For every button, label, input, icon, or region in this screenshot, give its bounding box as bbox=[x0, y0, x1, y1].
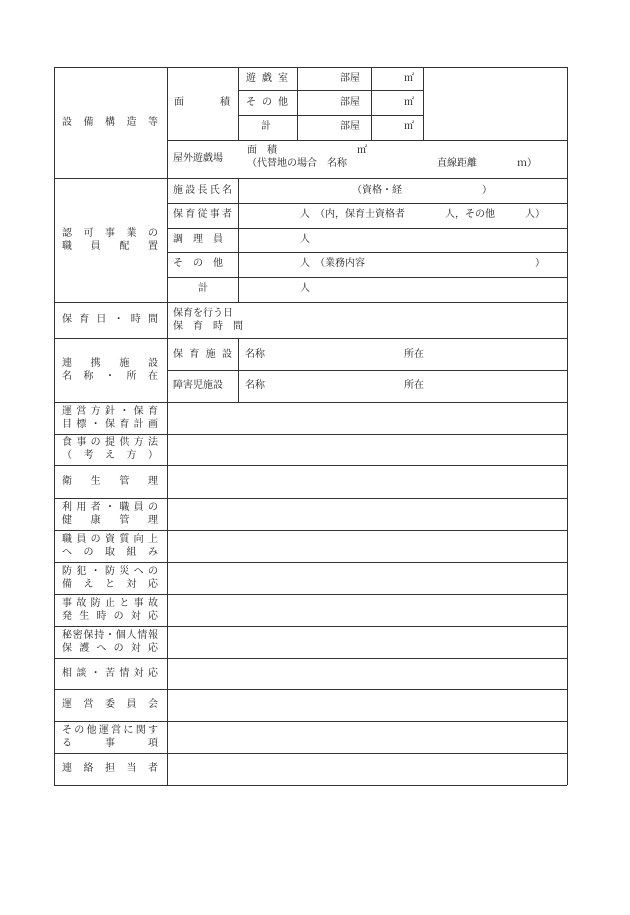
policy-field[interactable] bbox=[168, 403, 566, 433]
facility-row-unit-sqm: ㎡ bbox=[404, 97, 414, 108]
facility-row-unit-rooms: 部屋 bbox=[340, 121, 360, 132]
security-label-line2: 備えと対応 bbox=[62, 579, 158, 590]
complaint-field[interactable] bbox=[168, 659, 566, 688]
contact-field[interactable] bbox=[168, 754, 566, 784]
meal-label-line1: 食事の提供方法 bbox=[62, 437, 158, 448]
outdoor-playground-label: 屋外遊戯場 bbox=[173, 153, 223, 164]
staff-row-name: 調 理 員 bbox=[173, 234, 223, 245]
staff-row-name: 施設長氏名 bbox=[173, 185, 232, 196]
accident-label-line1: 事故防止と事故 bbox=[62, 598, 158, 609]
hours-time-line: 保 育 時 間 bbox=[173, 321, 243, 332]
partner-row-name: 保育施設 bbox=[173, 349, 232, 360]
staff-row-content: （資格・経 ） bbox=[352, 185, 492, 196]
outdoor-alternate-line: （代替地の場合 名称 直線距離 ｍ） bbox=[247, 158, 537, 169]
privacy-field[interactable] bbox=[168, 627, 566, 657]
facility-row-name: 計 bbox=[261, 121, 271, 132]
policy-label-line2: 目標・保育計画 bbox=[62, 419, 158, 430]
partner-label-line2: 名称・所在 bbox=[62, 371, 158, 382]
committee-field[interactable] bbox=[168, 690, 566, 720]
staff-row-content: 人 （内，保育士資格者 人，その他 人） bbox=[300, 209, 545, 220]
other-field[interactable] bbox=[168, 722, 566, 752]
partner-row-name: 障害児施設 bbox=[173, 380, 223, 391]
accident-field[interactable] bbox=[168, 595, 566, 625]
quality-field[interactable] bbox=[168, 531, 566, 561]
staff-row-content: 人 （業務内容 ） bbox=[300, 258, 545, 269]
security-label-line1: 防犯・防災への bbox=[62, 566, 158, 577]
partner-row-address-label: 所在 bbox=[404, 380, 424, 391]
other-label-line1: その他運営に関す bbox=[62, 725, 158, 736]
staff-row-name: 保育従事者 bbox=[173, 209, 232, 220]
meal-label-line2: （ 考 え 方 ） bbox=[62, 450, 158, 461]
area-label: 面 積 bbox=[174, 97, 230, 108]
partner-row-name-label: 名称 bbox=[245, 380, 265, 391]
staff-label-line1: 認可事業の bbox=[62, 228, 158, 239]
accident-label-line2: 発生時の対応 bbox=[62, 611, 158, 622]
hygiene-label: 衛生管理 bbox=[62, 476, 158, 487]
facility-row-name: 遊戯室 bbox=[246, 73, 288, 84]
other-label-line2: る 事 項 bbox=[62, 738, 158, 749]
facility-remarks-field[interactable] bbox=[424, 68, 566, 139]
staff-row-name: 計 bbox=[198, 283, 208, 294]
hours-label: 保育日・時間 bbox=[62, 314, 158, 325]
staff-row-name: そ の 他 bbox=[173, 258, 223, 269]
facility-row-unit-rooms: 部屋 bbox=[340, 73, 360, 84]
partner-row-name-label: 名称 bbox=[245, 349, 265, 360]
meal-field[interactable] bbox=[168, 435, 566, 464]
health-label-line1: 利用者・職員の bbox=[62, 502, 158, 513]
staff-row-content: 人 bbox=[300, 234, 310, 245]
outdoor-area-line: 面 積 ㎡ bbox=[247, 145, 367, 156]
quality-label-line1: 職員の資質向上 bbox=[62, 534, 158, 545]
health-label-line2: 健 康 管 理 bbox=[62, 515, 158, 526]
committee-label: 運営委員会 bbox=[62, 699, 158, 710]
complaint-label: 相談・苦情対応 bbox=[62, 668, 158, 679]
security-field[interactable] bbox=[168, 563, 566, 593]
privacy-label-line2: 保護への対応 bbox=[62, 643, 158, 654]
health-field[interactable] bbox=[168, 499, 566, 529]
partner-label-line1: 連携施設 bbox=[62, 358, 158, 369]
hours-days-line: 保育を行う日 bbox=[173, 308, 233, 319]
facility-row-name: その他 bbox=[246, 97, 288, 108]
quality-label-line2: への取組み bbox=[62, 547, 158, 558]
hours-field[interactable] bbox=[239, 304, 566, 337]
facility-row-unit-rooms: 部屋 bbox=[340, 97, 360, 108]
staff-row-content: 人 bbox=[300, 283, 310, 294]
facility-row-unit-sqm: ㎡ bbox=[404, 73, 414, 84]
privacy-label-line1: 秘密保持・個人情報 bbox=[62, 630, 158, 641]
facility-row-unit-sqm: ㎡ bbox=[404, 121, 414, 132]
staff-label-line2: 職員配置 bbox=[62, 241, 158, 252]
facility-label: 設備構造等 bbox=[62, 117, 158, 128]
policy-label-line1: 運営方針・保育 bbox=[62, 406, 158, 417]
contact-label: 連絡担当者 bbox=[62, 763, 158, 774]
hygiene-field[interactable] bbox=[168, 466, 566, 497]
partner-row-address-label: 所在 bbox=[404, 349, 424, 360]
